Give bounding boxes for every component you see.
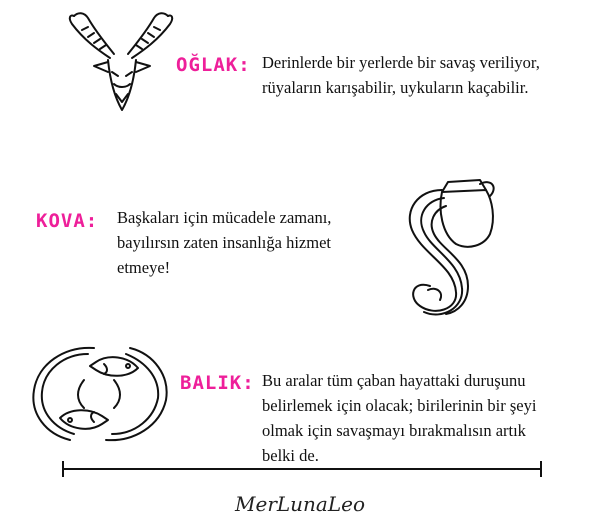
capricorn-line-2: rüyaların karışabilir, uykuların kaçabilir. [262, 78, 529, 97]
capricorn-line-1: Derinlerde bir yerlerde bir savaş veriliyor, [262, 53, 540, 72]
pisces-line-3: olmak için savaşmayı bırakmalısın artık [262, 421, 526, 440]
divider-line [62, 468, 542, 470]
aquarius-water-jug-icon [398, 170, 498, 320]
aquarius-label: KOVA: [36, 210, 99, 232]
capricorn-goat-icon [62, 10, 182, 115]
signature: MerLunaLeo [235, 492, 365, 516]
pisces-line-1: Bu aralar tüm çaban hayattaki duruşunu [262, 371, 526, 390]
pisces-label: BALIK: [180, 372, 255, 394]
pisces-description [262, 368, 536, 468]
capricorn-description [262, 50, 540, 100]
aquarius-line-3: etmeye! [117, 258, 171, 277]
aquarius-line-2: bayılırsın zaten insanlığa hizmet [117, 233, 331, 252]
pisces-line-4: belki de. [262, 446, 319, 465]
pisces-line-2: belirlemek için olacak; birilerinin bir şeyi [262, 396, 537, 415]
pisces-fish-icon [24, 340, 174, 448]
capricorn-label: OĞLAK: [176, 54, 251, 76]
aquarius-line-1: Başkaları için mücadele zamanı, [117, 208, 332, 227]
aquarius-description [117, 205, 331, 280]
